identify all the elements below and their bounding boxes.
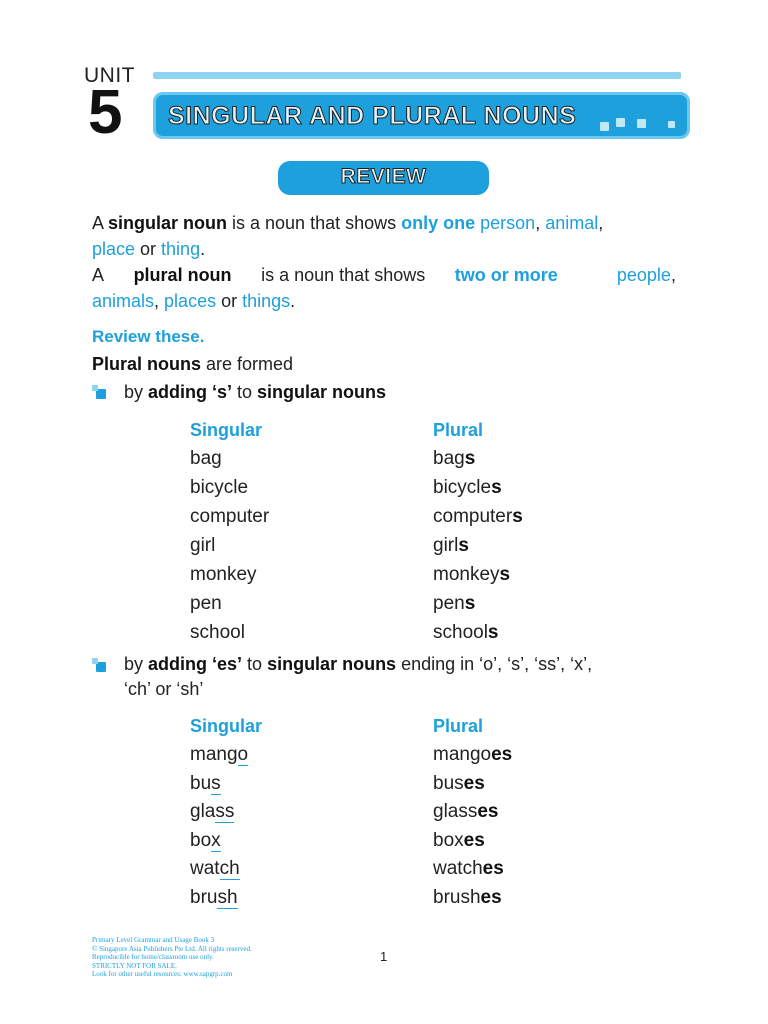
plural-word: girls bbox=[433, 535, 469, 556]
singular-word: school bbox=[190, 622, 245, 643]
plural-header: Plural bbox=[433, 420, 484, 440]
plural-word: glasses bbox=[433, 801, 499, 822]
page-title: SINGULAR AND PLURAL NOUNS bbox=[168, 102, 577, 130]
plural-header: Plural bbox=[433, 716, 484, 736]
plural-word: brushes bbox=[433, 887, 502, 908]
definition-singular: A singular noun is a noun that shows only one person, animal, place or thing. bbox=[92, 213, 604, 259]
plural-word: pens bbox=[433, 593, 476, 614]
singular-header: Singular bbox=[190, 716, 263, 736]
decor-square-icon bbox=[637, 119, 646, 128]
formed-intro: Plural nouns are formed bbox=[92, 354, 294, 374]
singular-word: monkey bbox=[190, 564, 257, 585]
review-heading: REVIEW bbox=[340, 165, 427, 188]
singular-word: bag bbox=[190, 448, 222, 469]
plural-word: monkeys bbox=[433, 564, 511, 585]
page-number: 1 bbox=[380, 949, 388, 964]
singular-word: computer bbox=[190, 506, 270, 527]
plural-word: watches bbox=[433, 858, 504, 879]
unit-label: UNIT bbox=[84, 64, 135, 87]
singular-word: pen bbox=[190, 593, 222, 614]
singular-word: bus bbox=[190, 773, 221, 794]
bullet-icon bbox=[96, 389, 106, 399]
plural-word: boxes bbox=[433, 830, 485, 851]
copyright-footer: Primary Level Grammar and Usage Book 3 © Singapore Asia Publishers Pte Ltd. All rights reserved. Reproducible for home/classroom use only. STRICTLY NOT FOR SALE. Look for other useful resources: www.sapgrp.com bbox=[92, 936, 252, 978]
review-these-heading: Review these. bbox=[92, 327, 205, 346]
singular-word: box bbox=[190, 830, 221, 851]
singular-word: watch bbox=[190, 858, 240, 879]
decor-square-icon bbox=[616, 118, 625, 127]
rule-adding-es-continued: ‘ch’ or ‘sh’ bbox=[124, 679, 204, 699]
plural-word: bags bbox=[433, 448, 476, 469]
unit-number: 5 bbox=[88, 78, 123, 147]
decor-square-icon bbox=[600, 122, 609, 131]
decor-square-icon bbox=[668, 121, 675, 128]
header-rule bbox=[153, 72, 681, 79]
singular-header: Singular bbox=[190, 420, 263, 440]
singular-word: glass bbox=[190, 801, 235, 822]
singular-word: mango bbox=[190, 744, 249, 765]
plural-word: bicycles bbox=[433, 477, 502, 498]
singular-word: girl bbox=[190, 535, 216, 556]
plural-word: schools bbox=[433, 622, 499, 643]
definition-plural: A plural noun is a noun that shows two or more people, animals, places or things. bbox=[92, 265, 676, 311]
plural-word: computers bbox=[433, 506, 523, 527]
rule-adding-s: by adding ‘s’ to singular nouns bbox=[124, 382, 387, 402]
rule-adding-es: by adding ‘es’ to singular nouns ending in ‘o’, ‘s’, ‘ss’, ‘x’, bbox=[124, 654, 593, 674]
singular-word: bicycle bbox=[190, 477, 249, 498]
singular-word: brush bbox=[190, 887, 238, 908]
bullet-icon bbox=[96, 662, 106, 672]
plural-word: mangoes bbox=[433, 744, 513, 765]
plural-word: buses bbox=[433, 773, 485, 794]
